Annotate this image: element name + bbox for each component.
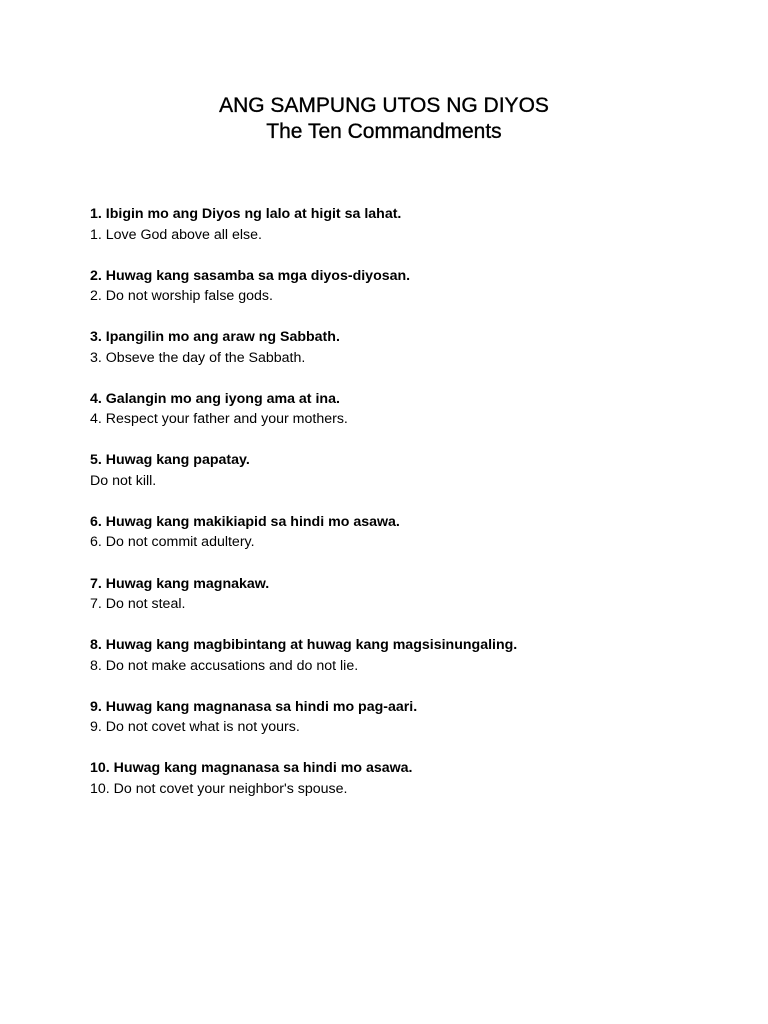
commandment-english: 1. Love God above all else.	[90, 226, 262, 243]
commandment-tagalog: 4. Galangin mo ang iyong ama at ina.	[90, 390, 340, 407]
commandment-item-4	[90, 389, 730, 451]
commandment-english: 2. Do not worship false gods.	[90, 288, 273, 305]
commandment-tagalog: 3. Ipangilin mo ang araw ng Sabbath.	[90, 329, 340, 346]
commandment-item-3	[90, 327, 730, 389]
title-tagalog: ANG SAMPUNG UTOS NG DIYOS	[219, 94, 549, 117]
commandment-item-9	[90, 697, 730, 759]
commandment-item-2	[90, 266, 730, 328]
commandment-tagalog: 6. Huwag kang makikiapid sa hindi mo asawa.	[90, 513, 400, 530]
commandments-list	[90, 204, 730, 820]
title-english: The Ten Commandments	[266, 120, 502, 143]
commandment-english: 10. Do not covet your neighbor's spouse.	[90, 780, 348, 797]
commandment-item-8	[90, 635, 730, 697]
commandment-item-6	[90, 512, 730, 574]
commandment-english: 6. Do not commit adultery.	[90, 534, 255, 551]
commandment-english: 9. Do not covet what is not yours.	[90, 719, 300, 736]
commandment-tagalog: 5. Huwag kang papatay.	[90, 452, 250, 469]
commandment-tagalog: 1. Ibigin mo ang Diyos ng lalo at higit sa lahat.	[90, 206, 402, 222]
commandment-english: 4. Respect your father and your mothers.	[90, 411, 348, 428]
commandment-english: 3. Obseve the day of the Sabbath.	[90, 349, 306, 366]
commandment-english: 7. Do not steal.	[90, 596, 186, 613]
commandment-tagalog: 7. Huwag kang magnakaw.	[90, 575, 270, 592]
commandment-item-5	[90, 450, 730, 512]
commandment-item-7	[90, 574, 730, 636]
commandment-tagalog: 10. Huwag kang magnanasa sa hindi mo asawa.	[90, 760, 413, 777]
document-title	[0, 93, 768, 145]
commandment-item-10	[90, 758, 730, 820]
commandment-item-1	[90, 204, 730, 266]
commandment-tagalog: 9. Huwag kang magnanasa sa hindi mo pag-aari.	[90, 698, 418, 715]
commandment-tagalog: 8. Huwag kang magbibintang at huwag kang magsisinungaling.	[90, 637, 518, 654]
commandment-tagalog: 2. Huwag kang sasamba sa mga diyos-diyosan.	[90, 267, 411, 284]
commandment-english: 8. Do not make accusations and do not lie.	[90, 657, 359, 674]
commandment-english: Do not kill.	[90, 472, 157, 489]
